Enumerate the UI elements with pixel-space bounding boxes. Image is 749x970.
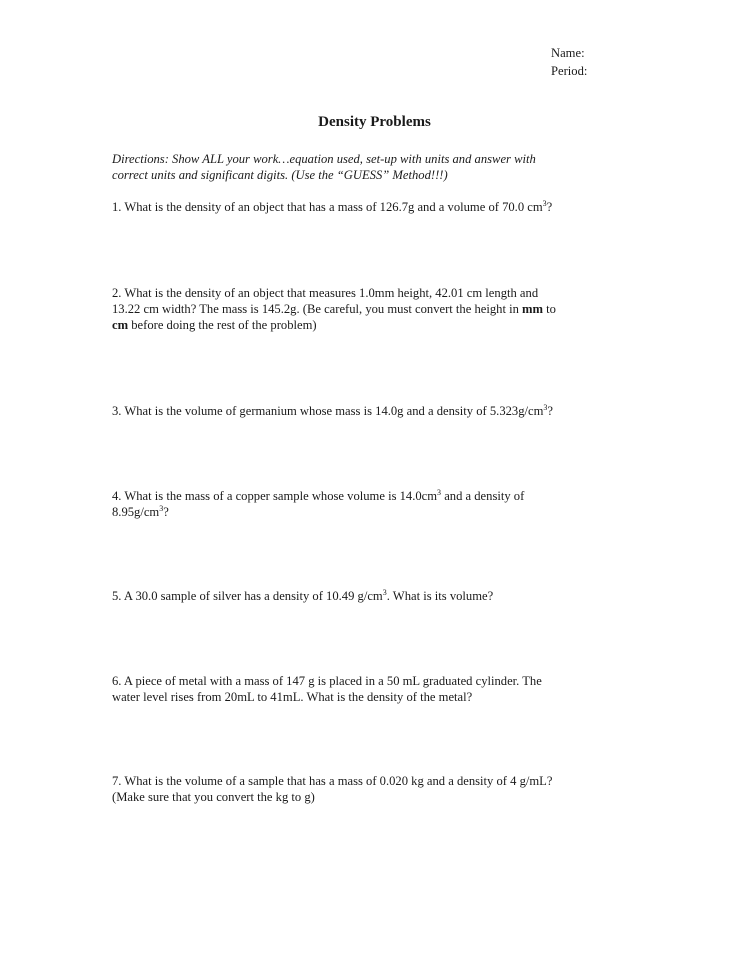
question-4-line-2: $8.95g/cm^3$? <box>112 503 169 519</box>
question-3-end: ? <box>547 404 553 418</box>
directions <box>112 151 637 183</box>
question-6-line-2: water level rises from 20mL to 41mL. What is the density of the metal? <box>112 690 473 704</box>
directions-line-2: correct units and significant digits. (Use the “GUESS” Method!!!) <box>112 168 448 182</box>
question-4-superscript-1: 3 <box>437 487 442 497</box>
question-1-text: 1. What is the density of an object that has a mass of 126.7g and a volume of 70.0 cm <box>112 200 543 214</box>
worksheet-title: Density Problems <box>318 114 431 130</box>
question-4-superscript-2: 3 <box>159 503 164 513</box>
question-2-bold-mm: mm <box>522 302 544 316</box>
question-4-line-1: 4. What is the mass of a copper sample whose volume is $14.0cm^3$ and a density of <box>112 487 525 503</box>
question-7-line-1: 7. What is the volume of a sample that has a mass of 0.020 kg and a density of 4 g/mL? <box>112 774 553 788</box>
question-5-text: 5. A 30.0 sample of silver has a density of 10.49 g/cm <box>112 589 383 603</box>
question-2-line-2: 13.22 cm width? The mass is 145.2g. (Be careful, you must convert the height in mm to <box>112 302 556 316</box>
period-label: Period: <box>551 64 588 78</box>
directions-line-1: Directions: Show ALL your work…equation used, set-up with units and answer with <box>112 152 536 166</box>
question-6-line-1: 6. A piece of metal with a mass of 147 g is placed in a 50 mL graduated cylinder. The <box>112 674 542 688</box>
question-5-end: . What is its volume? <box>386 589 494 603</box>
question-2-bold-cm: cm <box>112 318 129 332</box>
question-3-text: 3. What is the volume of germanium whose mass is 14.0g and a density of 5.323g/cm <box>112 404 544 418</box>
question-4 <box>112 488 642 520</box>
name-label: Name: <box>551 46 585 60</box>
question-3-superscript: 3 <box>543 402 548 412</box>
question-7-line-2: (Make sure that you convert the kg to g) <box>112 790 315 804</box>
question-3 <box>112 403 642 419</box>
question-7 <box>112 773 642 805</box>
question-2-line-3: cm before doing the rest of the problem) <box>112 318 317 332</box>
question-1-superscript: 3 <box>542 198 547 208</box>
question-2 <box>112 285 642 333</box>
question-5 <box>112 588 642 604</box>
question-5-superscript: 3 <box>382 587 387 597</box>
question-6 <box>112 673 642 705</box>
student-info-header <box>551 44 587 80</box>
question-1-end: ? <box>546 200 553 214</box>
question-2-line-1: 2. What is the density of an object that measures 1.0mm height, 42.01 cm length and <box>112 286 539 300</box>
question-1 <box>112 199 642 215</box>
